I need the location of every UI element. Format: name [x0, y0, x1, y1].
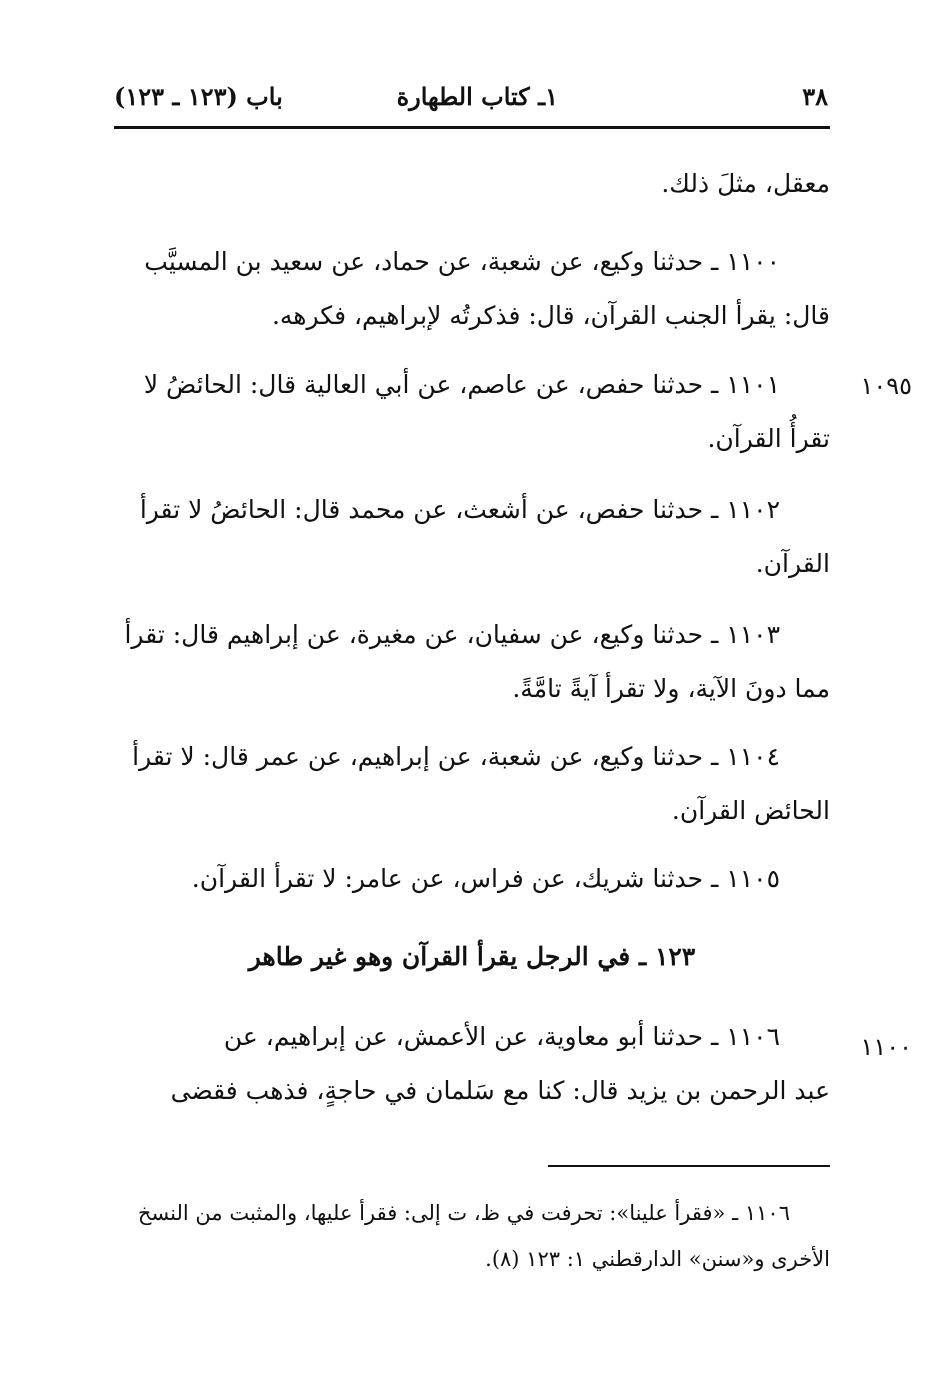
section-heading: ١٢٣ ـ في الرجل يقرأ القرآن وهو غير طاهر [248, 942, 696, 971]
footnote-line: الأخرى و«سنن» الدارقطني ١: ١٢٣ (٨). [485, 1247, 830, 1271]
margin-number: ١٠٩٥ [860, 372, 912, 400]
text-line: ١١٠٦ ـ حدثنا أبو معاوية، عن الأعمش، عن إبراهيم، عن [223, 1022, 780, 1051]
running-header [114, 82, 828, 122]
paragraph [114, 157, 830, 211]
book-title: ١ـ كتاب الطهارة [396, 82, 558, 111]
text-line: القرآن. [755, 549, 830, 578]
text-line: مما دونَ الآية، ولا تقرأ آيةً تامَّةً. [512, 674, 830, 703]
hadith-1103 [114, 608, 830, 716]
hadith-1101 [114, 358, 830, 466]
text-line: ١١٠٠ ـ حدثنا وكيع، عن شعبة، عن حماد، عن سعيد بن المسيَّب [144, 247, 780, 276]
text-line: قال: يقرأ الجنب القرآن، قال: فذكرتُه لإبراهيم، فكرهه. [271, 301, 830, 330]
text-line: تقرأُ القرآن. [707, 424, 830, 453]
text-line: عبد الرحمن بن يزيد قال: كنا مع سَلمان في حاجةٍ، فذهب فقضى [170, 1076, 830, 1105]
text-line: ١١٠٣ ـ حدثنا وكيع، عن سفيان، عن مغيرة، عن إبراهيم قال: تقرأ [124, 620, 780, 649]
hadith-1102 [114, 483, 830, 591]
footnote-line: ١١٠٦ ـ «فقرأ علينا»: تحرفت في ظ، ت إلى: فقرأ عليها، والمثبت من النسخ [137, 1201, 790, 1225]
text-line: ١١٠٢ ـ حدثنا حفص، عن أشعث، عن محمد قال: الحائضُ لا تقرأ [139, 495, 780, 524]
footnote-rule [548, 1165, 830, 1167]
hadith-1104 [114, 730, 830, 838]
text-line: ١١٠٤ ـ حدثنا وكيع، عن شعبة، عن إبراهيم، عن عمر قال: لا تقرأ [132, 742, 780, 771]
page-number: ٣٨ [802, 82, 828, 111]
chapter-range: باب (١٢٣ ـ ١٢٣) [114, 82, 283, 111]
text-line: الحائض القرآن. [671, 796, 830, 825]
text-line: ١١٠١ ـ حدثنا حفص، عن عاصم، عن أبي العالية قال: الحائضُ لا [143, 370, 780, 399]
hadith-1100 [114, 235, 830, 343]
hadith-1106 [114, 1010, 830, 1118]
footnote [114, 1190, 830, 1282]
text-line: معقل، مثلَ ذلك. [661, 169, 830, 198]
hadith-1105 [114, 852, 830, 906]
text-line: ١١٠٥ ـ حدثنا شريك، عن فراس، عن عامر: لا تقرأ القرآن. [191, 864, 780, 893]
margin-number: ١١٠٠ [860, 1033, 912, 1061]
header-rule [114, 126, 830, 129]
